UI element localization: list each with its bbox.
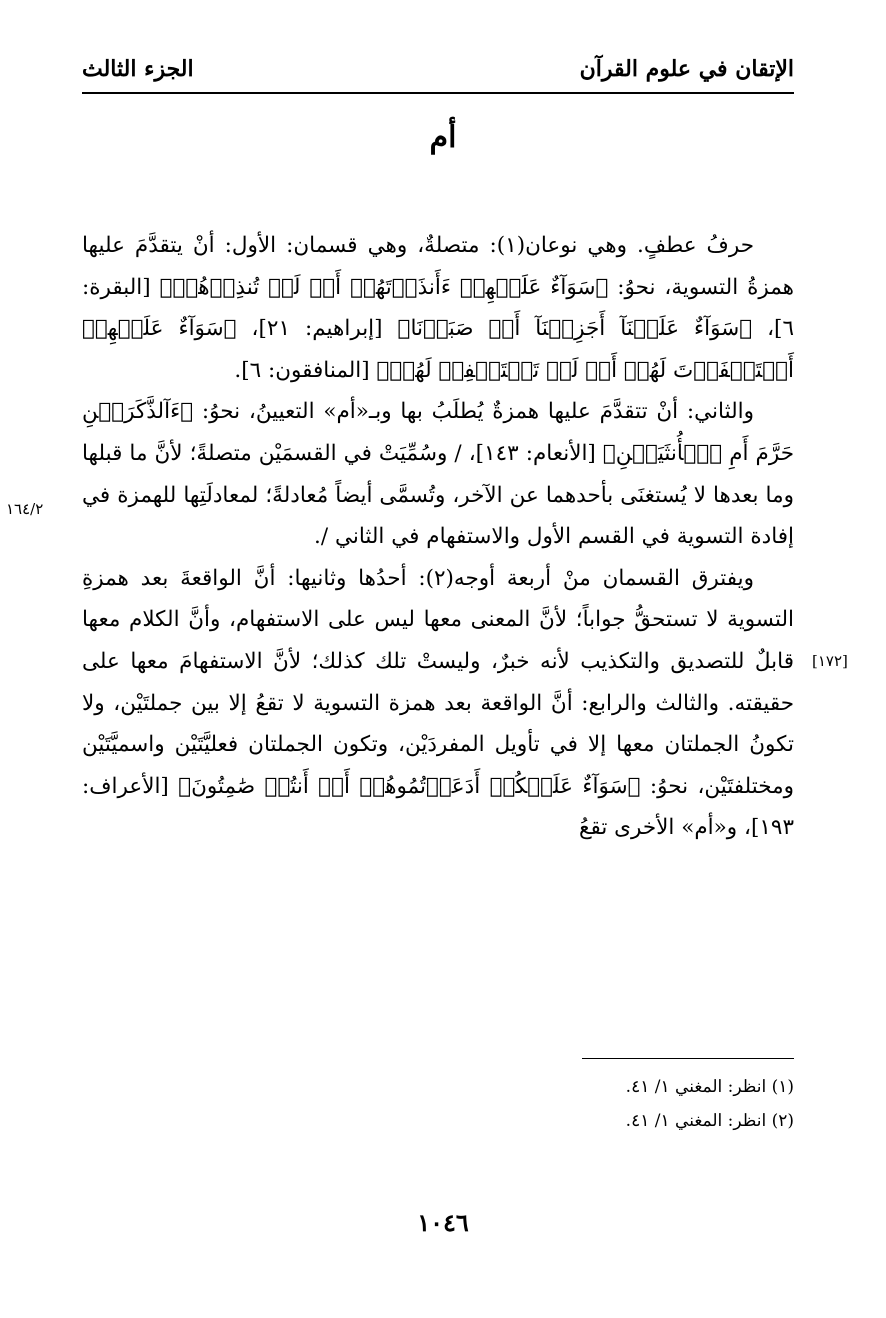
paragraph-1: حرفُ عطفٍ. وهي نوعان(١): متصلةٌ، وهي قسمان: الأول: أنْ يتقدَّمَ عليها همزةُ التسوية، نحوُ: ﴿سَوَآءٌ عَلَيۡهِمۡ ءَأَنذَرۡتَهُمۡ أَمۡ لَمۡ تُنذِرۡهُمۡ﴾ [البقرة: ٦]، ﴿سَوَآءٌ عَلَيۡنَآ أَجَزِعۡنَآ أَمۡ صَبَرۡنَا﴾ [إبراهيم: ٢١]، ﴿سَوَآءٌ عَلَيۡهِمۡ أَسۡتَغۡفَرۡتَ لَهُمۡ أَمۡ لَمۡ تَسۡتَغۡفِرۡ لَهُمۡ﴾ [المنافقون: ٦]. [82,233,794,383]
volume-label: الجزء الثالث [82,56,194,82]
paragraph-2: والثاني: أنْ تتقدَّمَ عليها همزةٌ يُطلَبُ بها وبـ«أم» التعيينُ، نحوُ: ﴿ءَآلذَّكَرَيۡنِ حَرَّمَ أَمِ ٱلۡأُنثَيَيۡنِ﴾ [الأنعام: ١٤٣]، / وسُمِّيَتْ في القسمَيْن متصلةً؛ لأنَّ ما قبلها وما بعدها لا يُستغنَى بأحدهما عن الآخر، وتُسمَّى أيضاً مُعادلةً؛ لمعادلَتِها للهمزة في إفادة التسوية في القسم الأول والاستفهام في الثاني /. [82,399,794,550]
main-text [82,225,794,849]
margin-manuscript-ref: [١٧٢] [812,652,848,670]
book-title: الإتقان في علوم القرآن [579,56,794,82]
footnote-2: (٢) انظر: المغني ١/ ٤١. [625,1111,794,1131]
section-title: أم [429,120,457,155]
page-number: ١٠٤٦ [417,1208,469,1237]
margin-volume-ref: ١٦٤/٢ [6,500,44,518]
footnote-separator [582,1058,794,1059]
footnote-1: (١) انظر: المغني ١/ ٤١. [625,1077,794,1097]
page-header [82,56,794,94]
footnotes [82,1070,794,1138]
paragraph-3: ويفترق القسمان منْ أربعة أوجه(٢): أحدُها وثانيها: أنَّ الواقعةَ بعد همزةِ التسوية لا تستحقُّ جواباً؛ لأنَّ المعنى معها ليس على الاستفهام، وأنَّ الكلام معها قابلٌ للتصديق والتكذيب لأنه خبرٌ، وليستْ تلك كذلك؛ لأنَّ الاستفهامَ معها على حقيقته. والثالث والرابع: أنَّ الواقعة بعد همزة التسوية لا تقعُ إلا بين جملتَيْن، ولا تكونُ الجملتان معها إلا في تأويل المفردَيْن، وتكون الجملتان فعليَّتَيْن واسميَّتَيْن ومختلفتَيْن، نحوُ: ﴿سَوَآءٌ عَلَيۡكُمۡ أَدَعَوۡتُمُوهُمۡ أَمۡ أَنتُمۡ صَٰمِتُونَ﴾ [الأعراف: ١٩٣]، و«أم» الأخرى تقعُ [82,565,794,841]
